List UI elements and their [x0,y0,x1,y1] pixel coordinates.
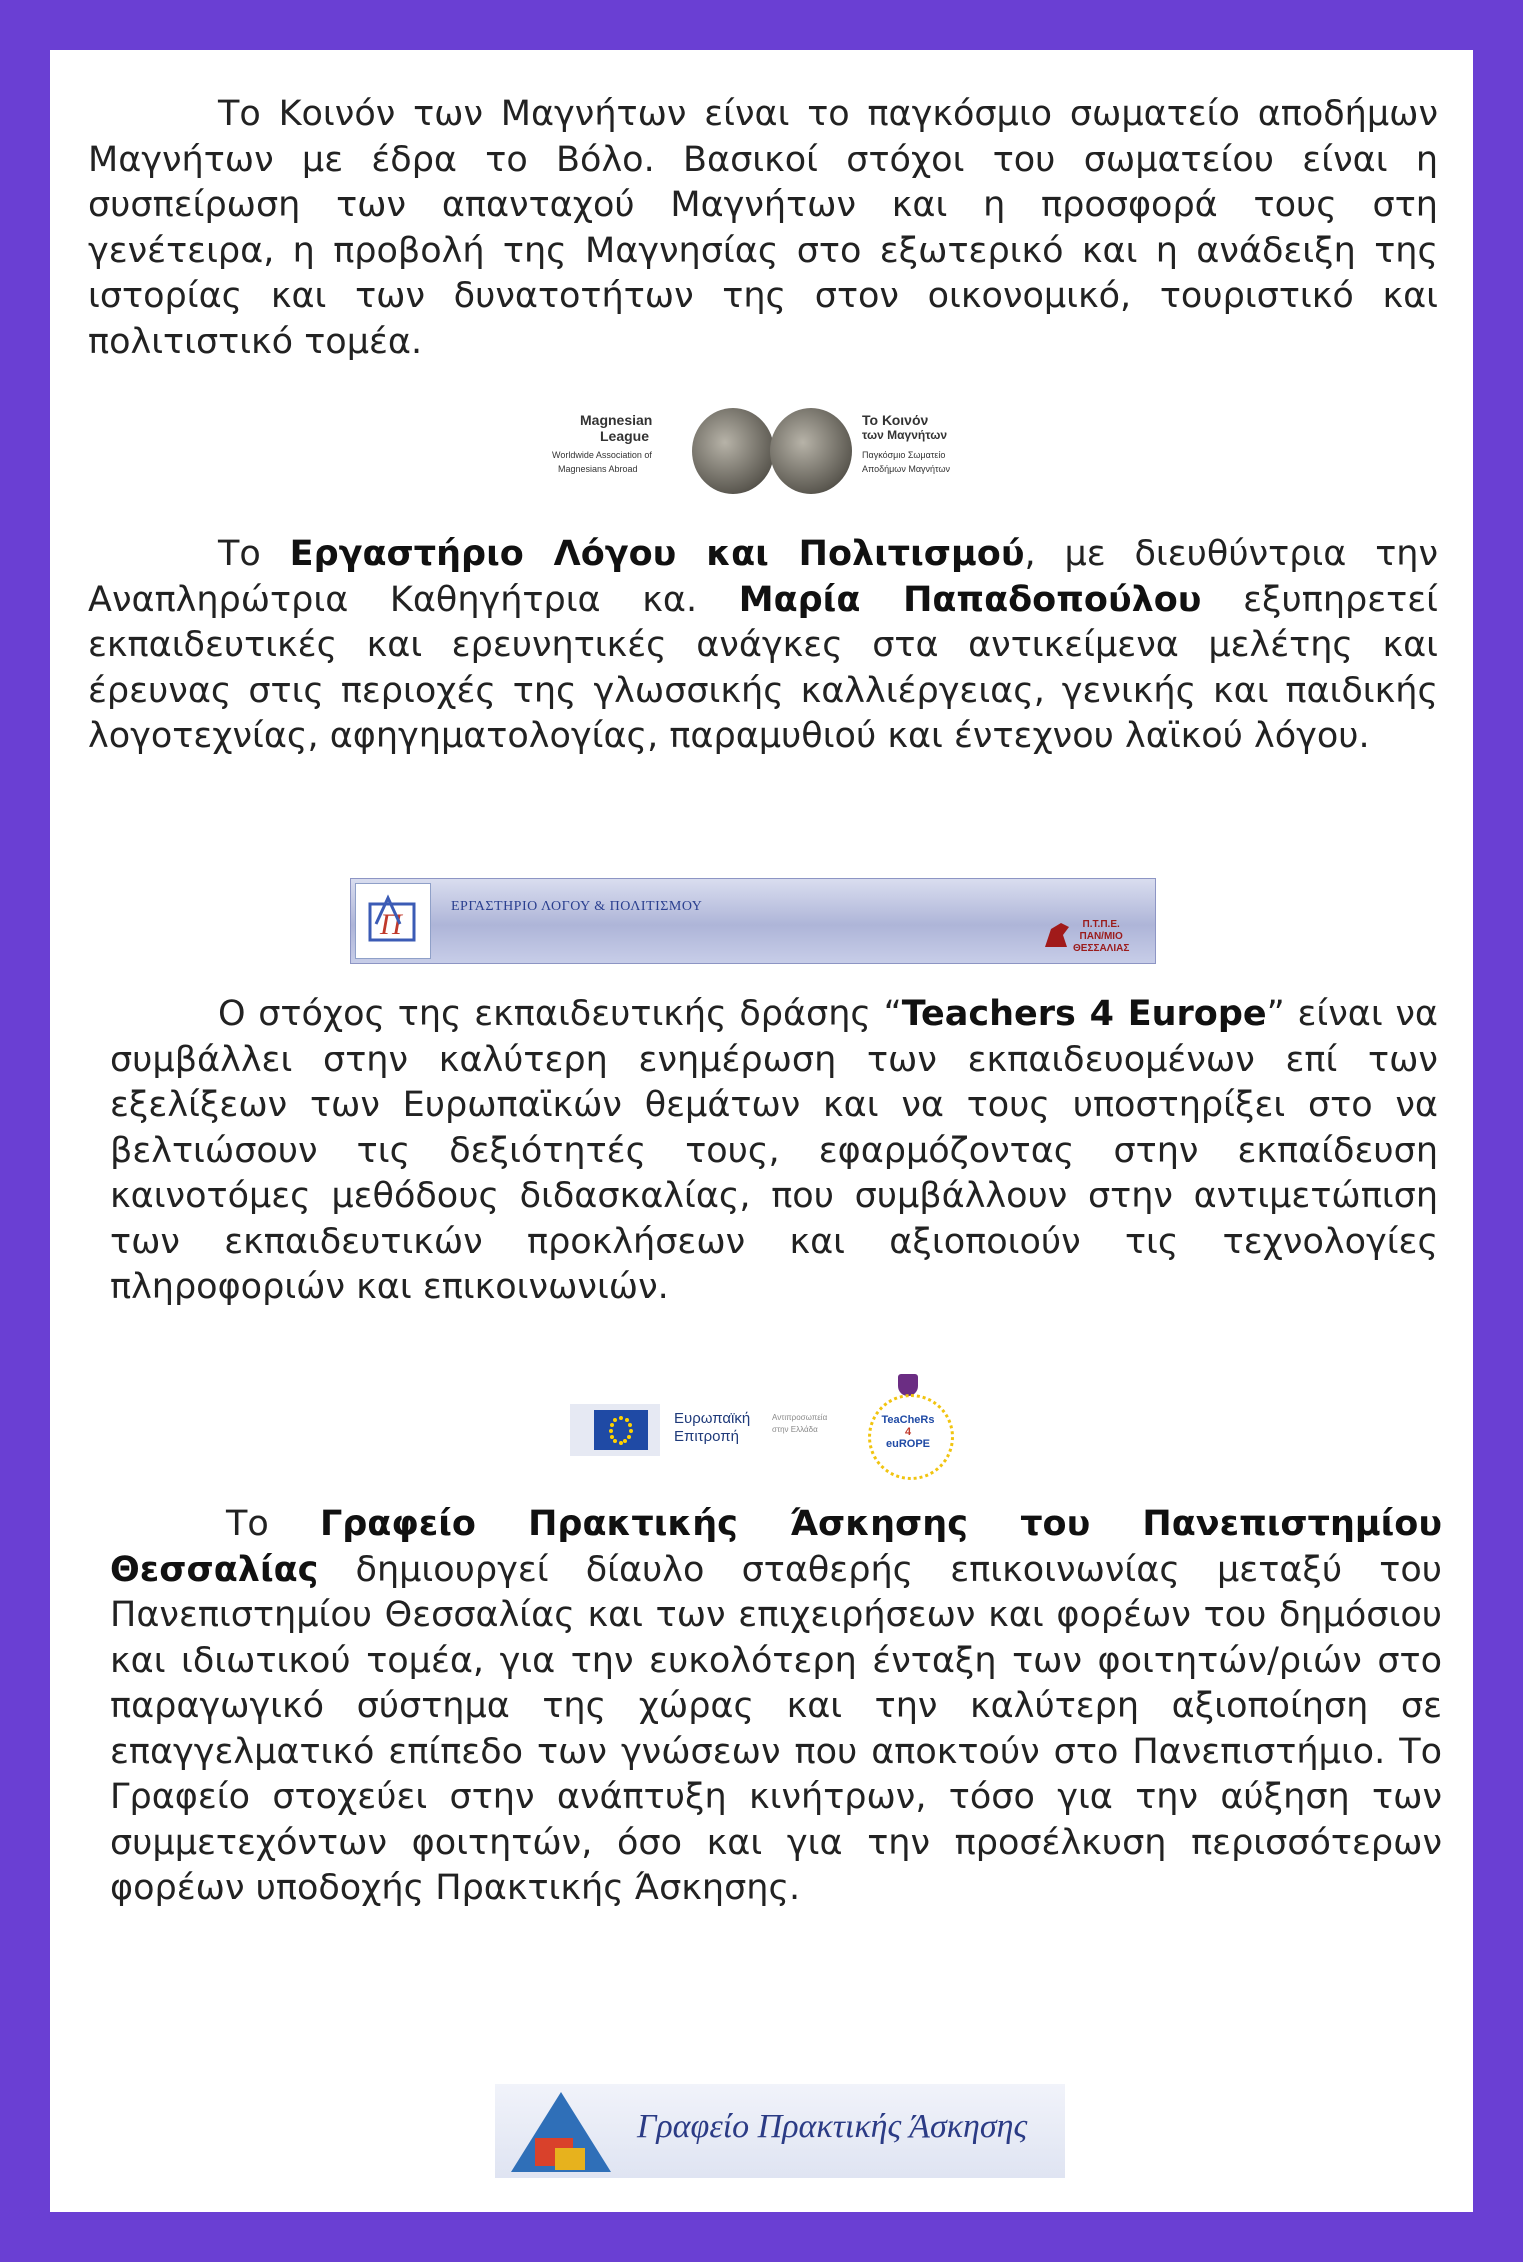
logo-sub-gr-1: Παγκόσμιο Σωματείο [862,450,946,460]
logo-sub-en-2: Magnesians Abroad [558,464,638,474]
ec-line-2: Επιτροπή [674,1428,739,1445]
ec-rep-2: στην Ελλάδα [772,1425,818,1434]
office-name: Γραφείο Πρακτικής Άσκησης του Πανεπιστημίου Θεσσαλίας [110,1504,1442,1590]
logo-sub-gr-2: Αποδήμων Μαγνήτων [862,464,950,474]
logo-text-en-2: League [600,428,650,444]
document-page [50,50,1473,2212]
paragraph-ergastirio [88,532,1438,760]
lab-name: Εργαστήριο Λόγου και Πολιτισμού [289,534,1025,574]
coin-ship-icon [770,408,852,494]
shield-icon [898,1374,918,1396]
paragraph-lead: Το [218,534,290,574]
paragraph-magnesian-league [88,92,1438,365]
paragraph-rest: ” είναι να συμβάλλει στην καλύτερη ενημέρωση των εκπαιδευομένων επί των εξελίξεων των Ευρωπαϊκών θεμάτων και να τους υποστηρίξει στο να βελτιώσουν τις δεξιότητές τους, εφαρμόζοντας στην εκπαίδευση καινοτόμες μεθόδους διδασκαλίας, που συμβάλλουν στην αντιμετώπιση των εκπαιδευτικών προκλήσεων και αξιοποιούν τις τεχνολογίες πληροφοριών και επικοινωνιών. [110,994,1439,1307]
t4e-line-1: TeaCheRs [881,1414,935,1426]
program-name: Teachers 4 Europe [901,994,1267,1034]
uni-line-1: Π.Τ.Π.Ε. [1082,919,1120,930]
logo-text-gr-2: των Μαγνήτων [862,428,948,442]
logo-text-en-1: Magnesian [580,412,653,428]
banner-title: ΕΡΓΑΣΤΗΡΙΟ ΛΟΓΟΥ & ΠΟΛΙΤΙΣΜΟΥ [451,899,703,914]
ec-line-1: Ευρωπαϊκή [674,1410,751,1427]
yellow-block-icon [555,2148,585,2170]
paragraph-mid: , με διευθύντρια την Αναπληρώτρια Καθηγήτρια κα. [88,534,1439,620]
grafeio-label: Γραφείο Πρακτικής Άσκησης [637,2108,1028,2145]
logo-text-gr-1: Το Κοινόν [862,412,929,428]
ec-representation [772,1412,827,1436]
uni-line-2: ΠΑΝ/ΜΙΟ [1079,931,1123,942]
eu-flag-icon [594,1410,648,1450]
paragraph-rest: εξυπηρετεί εκπαιδευτικές και ερευνητικές ανάγκες στα αντικείμενα μελέτης και έρευνας στις περιοχές της γλωσσικής καλλιέργειας, γενικής και παιδικής λογοτεχνίας, αφηγηματολογίας, παραμυθιού και έντεχνου λαϊκού λόγου. [88,579,1438,756]
paragraph-grafeio [110,1502,1442,1912]
european-commission-logo [560,1390,840,1466]
logo-sub-en-1: Worldwide Association of [552,450,652,460]
uni-line-3: ΘΕΣΣΑΛΙΑΣ [1073,943,1130,954]
paragraph-lead: Ο στόχος της εκπαιδευτικής δράσης “ [218,994,902,1034]
paragraph-text: Το Κοινόν των Μαγνήτων είναι το παγκόσμιο σωματείο αποδήμων Μαγνήτων με έδρα το Βόλο. Βασικοί στόχοι του σωματείου είναι η συσπείρωση των απανταχού Μαγνήτων και η προσφορά τους στη γενέτειρα, η προβολή της Μαγνησίας στο εξωτερικό και η ανάδειξη της ιστορίας και των δυνατοτήτων της στον οικονομικό, τουριστικό και πολιτιστικό τομέα. [88,94,1438,362]
coin-rider-icon [692,408,774,494]
ec-rep-1: Αντιπροσωπεία [772,1413,828,1422]
paragraph-rest: δημιουργεί δίαυλο σταθερής επικοινωνίας μεταξύ του Πανεπιστημίου Θεσσαλίας και των επιχειρήσεων και φορέων του δημόσιου και ιδιωτικού τομέα, για την ευκολότερη ένταξη των φοιτητών/ριών στο παραγωγικό σύστημα της χώρας και την καλύτερη αξιοποίηση σε επαγγελματικό επίπεδο των γνώσεων που αποκτούν στο Πανεπιστήμιο. Το Γραφείο στοχεύει στην ανάπτυξη κινήτρων, τόσο για την αύξηση των συμμετεχόντων φοιτητών, όσο και για την προσέλκυση περισσότερων φορέων υποδοχής Πρακτικής Άσκησης. [110,1549,1442,1908]
t4e-line-3: euROPE [885,1438,930,1450]
lambda-pi-icon [355,883,431,959]
horse-emblem-icon [1041,913,1073,953]
paragraph-teachers4europe [110,992,1438,1311]
grafeio-praktikis-logo [495,2084,1065,2178]
teachers4europe-logo [862,1374,954,1480]
director-name: Μαρία Παπαδοπούλου [738,579,1202,620]
paragraph-lead: Το [226,1504,320,1544]
t4e-text [880,1414,936,1450]
svg-text:Π: Π [380,908,402,941]
ergastirio-banner-logo [350,878,1156,964]
ec-name [674,1410,750,1446]
magnesian-league-logo [548,406,972,496]
university-label [1073,919,1129,955]
t4e-line-2: 4 [904,1426,912,1438]
